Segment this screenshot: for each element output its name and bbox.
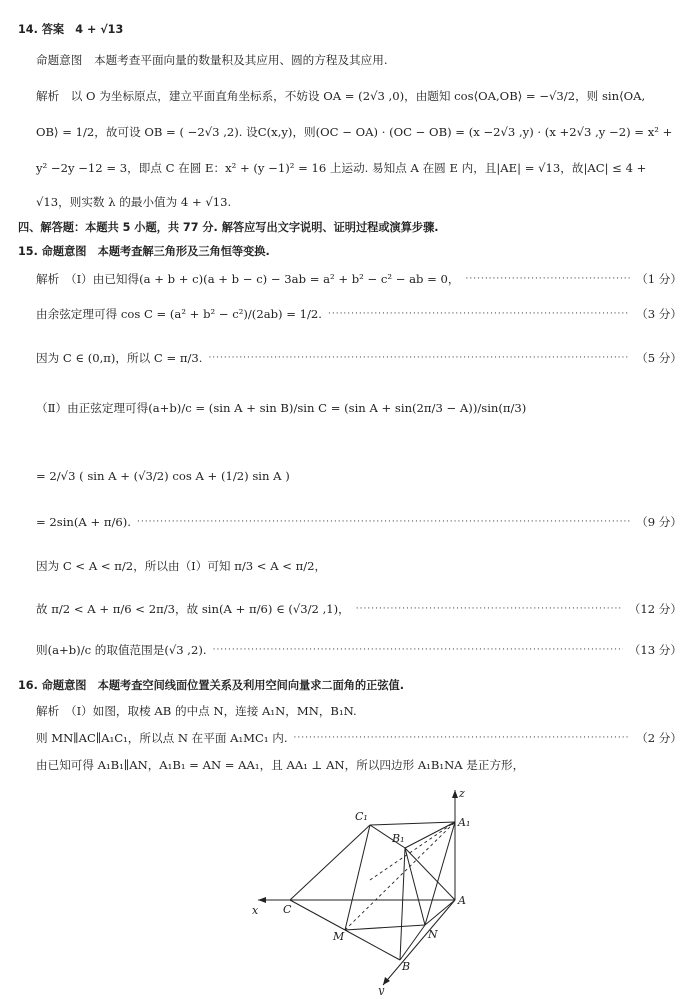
y-axis — [383, 900, 455, 985]
dot-leader — [328, 306, 630, 322]
q15-step-8 — [36, 601, 682, 617]
label-m: M — [333, 930, 345, 943]
q15-step-8-points: （12 分） — [628, 602, 682, 616]
q15-step-2 — [36, 306, 682, 322]
q15-step-8-text: 故 π/2 < A + π/6 < 2π/3，故 sin(A + π/6) ∈ (√3/2 ,1)， — [36, 602, 350, 616]
q14-solution-line-2: OB⟩ = 1/2，故可设 OB = ( −2√3 ,2). 设C(x,y)，则(OC − OA) · (OC − OB) = (x −2√3 ,y) · (x +2√3 ,y −2) = x² + — [36, 125, 673, 139]
label-z: z — [459, 787, 465, 800]
q15-step-2-text: 由余弦定理可得 cos C = (a² + b² − c²)/(2ab) = 1/2. — [36, 307, 322, 321]
q16-heading: 16. 命题意图 本题考查空间线面位置关系及利用空间向量求二面角的正弦值. — [18, 679, 404, 692]
section-4-heading: 四、解答题：本题共 5 小题，共 77 分. 解答应写出文字说明、证明过程或演算步骤. — [18, 221, 439, 234]
label-c1: C₁ — [355, 810, 368, 823]
q14-solution-line-4: √13，则实数 λ 的最小值为 4 + √13. — [36, 195, 232, 209]
q16-step-3: 由已知可得 A₁B₁∥AN，A₁B₁ = AN = AA₁，且 AA₁ ⊥ AN，所以四边形 A₁B₁NA 是正方形， — [36, 758, 525, 772]
q16-step-2 — [36, 730, 682, 746]
q15-step-6-text: = 2sin(A + π/6). — [36, 515, 131, 529]
q15-step-3 — [36, 350, 682, 366]
q15-step-9 — [36, 642, 682, 658]
q15-step-1-text: 解析 （Ⅰ）由已知得(a + b + c)(a + b − c) − 3ab = a² + b² − c² − ab = 0， — [36, 272, 460, 286]
label-b1: B₁ — [392, 832, 405, 845]
q15-step-3-text: 因为 C ∈ (0,π)，所以 C = π/3. — [36, 351, 203, 365]
label-a: A — [458, 894, 466, 907]
q15-step-1 — [36, 271, 682, 287]
q15-step-7: 因为 C < A < π/2，所以由（Ⅰ）可知 π/3 < A < π/2， — [36, 559, 327, 573]
dot-leader — [213, 642, 623, 658]
label-c: C — [283, 903, 292, 916]
q16-step-1: 解析 （Ⅰ）如图，取棱 AB 的中点 N，连接 A₁N，MN，B₁N. — [36, 704, 357, 718]
q14-solution-line-1: 解析 以 O 为坐标原点，建立平面直角坐标系，不妨设 OA = (2√3 ,0)，由题知 cos⟨OA,OB⟩ = −√3/2，则 sin⟨OA, — [36, 89, 646, 103]
q15-step-9-text: 则(a+b)/c 的取值范围是(√3 ,2). — [36, 643, 207, 657]
label-b: B — [402, 960, 411, 973]
dot-leader — [137, 514, 630, 530]
dot-leader — [294, 730, 631, 746]
q14-intent: 命题意图 本题考查平面向量的数量积及其应用、圆的方程及其应用. — [36, 53, 388, 67]
q15-step-9-points: （13 分） — [628, 643, 682, 657]
q15-heading: 15. 命题意图 本题考查解三角形及三角恒等变换. — [18, 245, 270, 258]
q14-answer-heading: 14. 答案 4 + √13 — [18, 23, 124, 36]
q15-step-2-points: （3 分） — [636, 307, 682, 321]
q16-prism-figure — [240, 780, 470, 995]
q15-step-6-points: （9 分） — [636, 515, 682, 529]
q15-step-5: = 2/√3 ( sin A + (√3/2) cos A + (1/2) sin A ) — [36, 469, 290, 483]
dot-leader — [466, 271, 631, 287]
label-x: x — [252, 904, 259, 917]
label-n: N — [428, 928, 438, 941]
q16-step-2-points: （2 分） — [636, 731, 682, 745]
label-a1: A₁ — [458, 816, 470, 829]
label-y: y — [378, 984, 385, 995]
q16-step-2-text: 则 MN∥AC∥A₁C₁，所以点 N 在平面 A₁MC₁ 内. — [36, 731, 288, 745]
q15-step-3-points: （5 分） — [636, 351, 682, 365]
dot-leader — [208, 350, 630, 366]
q15-step-6 — [36, 514, 682, 530]
q14-solution-line-3: y² −2y −12 = 3，即点 C 在圆 E：x² + (y −1)² = 16 上运动. 易知点 A 在圆 E 内，且|AE| = √13，故|AC| ≤ 4 + — [36, 161, 647, 175]
q15-step-4: （Ⅱ）由正弦定理可得(a+b)/c = (sin A + sin B)/sin C = (sin A + sin(2π/3 − A))/sin(π/3) — [36, 401, 527, 415]
q15-step-1-points: （1 分） — [636, 272, 682, 286]
dot-leader — [356, 601, 623, 617]
